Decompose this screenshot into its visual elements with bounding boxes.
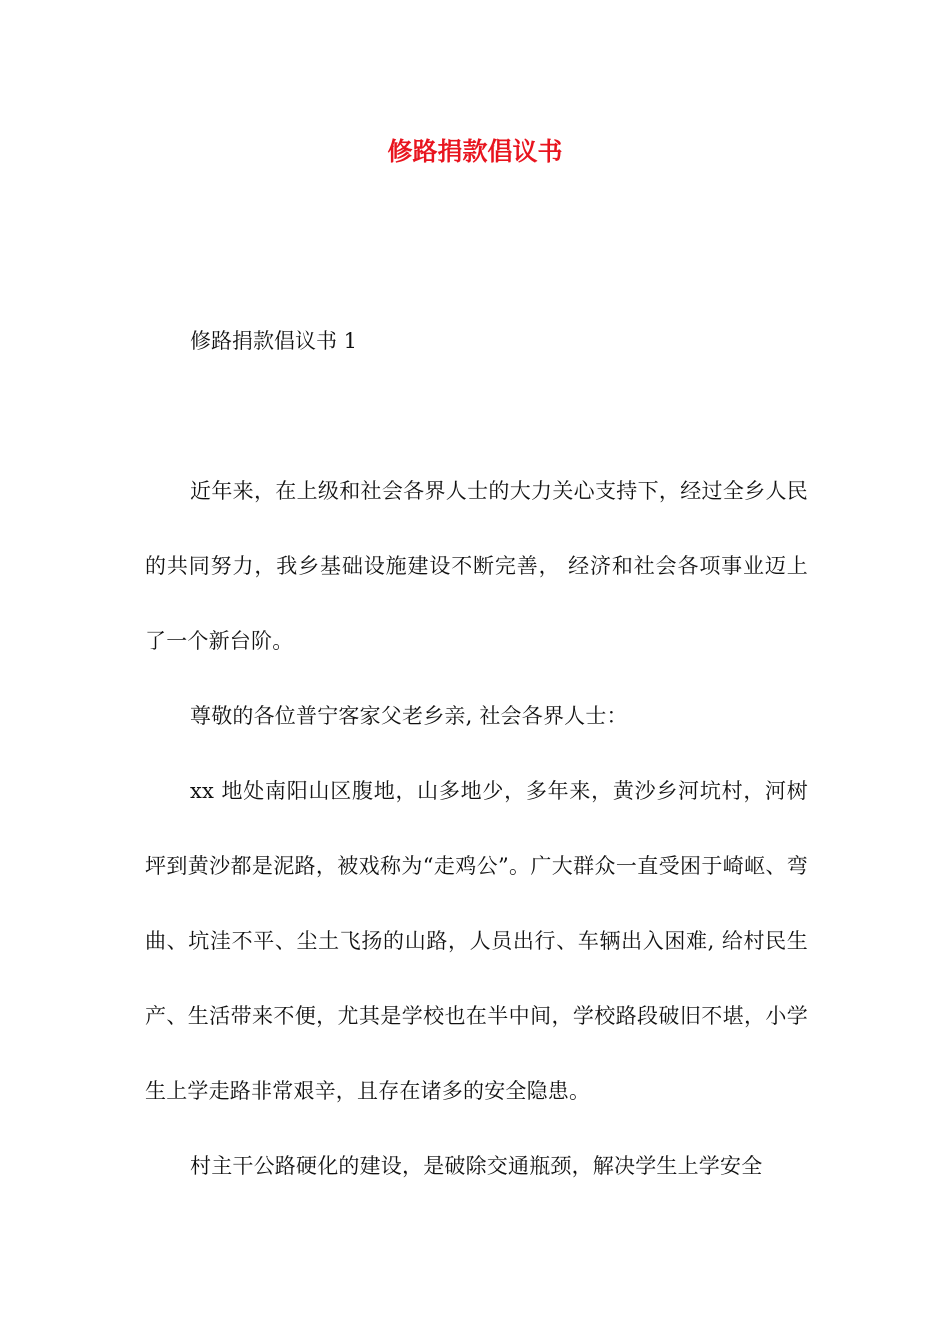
paragraph-road-construction: 村主干公路硬化的建设，是破除交通瓶颈，解决学生上学安全: [190, 1154, 763, 1178]
paragraph-intro: 近年来，在上级和社会各界人士的大力关心支持下，经过全乡人民的共同努力，我乡基础设施建设不断完善， 经济和社会各项事业迈上了一个新台阶。: [145, 479, 808, 653]
section-heading: 修路捐款倡议书 1: [190, 329, 358, 353]
document-title: 修路捐款倡议书: [387, 137, 563, 166]
paragraph-background: xx 地处南阳山区腹地，山多地少，多年来，黄沙乡河坑村，河树坪到黄沙都是泥路，被戏称为“走鸡公”。广大群众一直受困于崎岖、弯曲、坑洼不平、尘土飞扬的山路，人员出行、车辆出入困难, 给村民生产、生活带来不便，尤其是学校也在半中间，学校路段破旧不堪，小学生上学走路非常艰辛，且存在诸多的安全隐患。: [145, 779, 808, 1103]
paragraph-salutation: 尊敬的各位普宁客家父老乡亲, 社会各界人士：: [190, 704, 628, 728]
